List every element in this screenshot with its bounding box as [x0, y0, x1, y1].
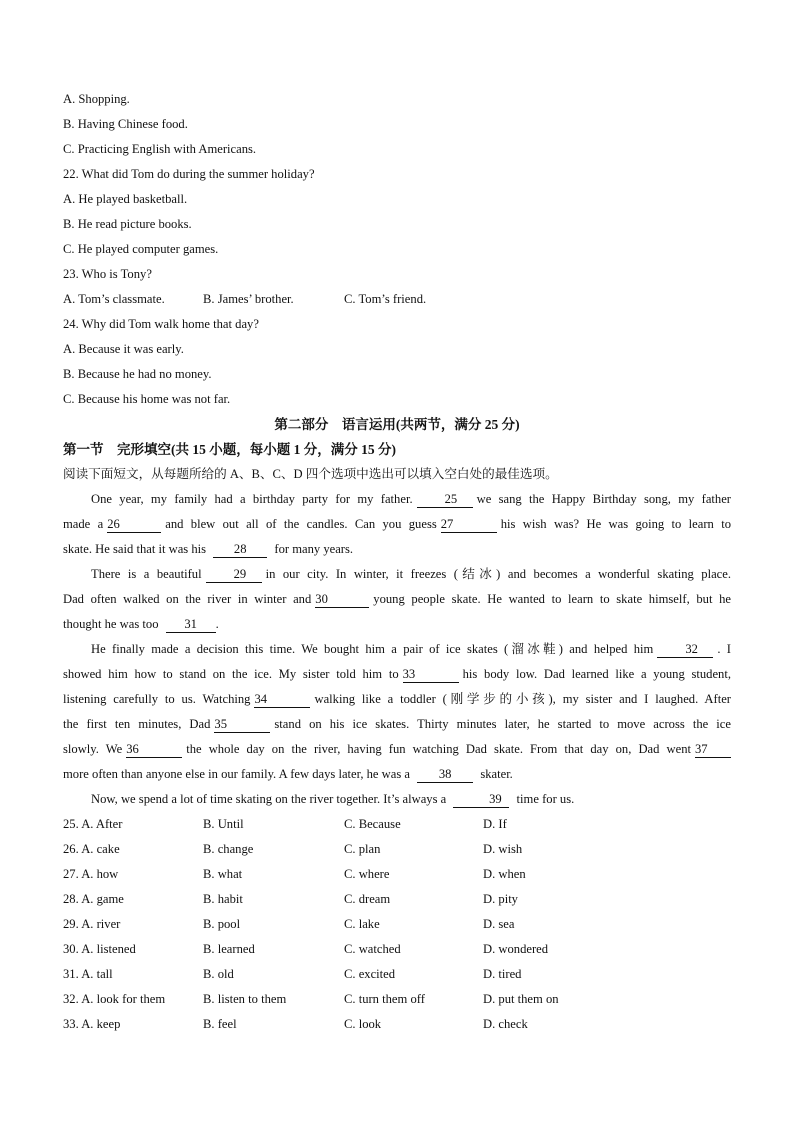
blank-39: 39: [453, 791, 509, 808]
passage-line: slowly. We 36 the whole day on the river, having fun watching Dad skate. From that day on, Dad went 37: [63, 737, 731, 762]
passage-line: thought he was too 31 .: [63, 617, 219, 631]
passage-line: listening carefully to us. Watching 34 walking like a toddler (刚学步的小孩), my sister and I laughed. After: [63, 692, 731, 706]
passage-line: more often than anyone else in our family. A few days later, he was a 38 skater.: [63, 767, 513, 781]
option: B. old: [203, 967, 234, 981]
blank-30: 30: [315, 591, 369, 608]
option: D. put them on: [483, 992, 559, 1006]
q23-option-a: A. Tom’s classmate.: [63, 292, 165, 306]
option: D. sea: [483, 917, 515, 931]
blank-34: 34: [254, 691, 310, 708]
option: D. wondered: [483, 942, 549, 956]
passage-line: He finally made a decision this time. We bought him a pair of ice skates (溜冰鞋) and helped him 32 . I: [91, 642, 731, 656]
option: B. change: [203, 842, 254, 856]
blank-25: 25: [417, 491, 473, 508]
option: D. tired: [483, 967, 522, 981]
option: B. habit: [203, 892, 243, 906]
q24-option-a: A. Because it was early.: [63, 342, 184, 356]
option: 25. A. After: [63, 817, 123, 831]
blank-37: 37: [695, 741, 731, 758]
q22-option-a: A. He played basketball.: [63, 192, 188, 206]
q21-option-b: B. Having Chinese food.: [63, 117, 188, 131]
blank-26: 26: [107, 516, 161, 533]
q24-option-c: C. Because his home was not far.: [63, 392, 231, 406]
option-row-33: [63, 1012, 731, 1037]
option: 33. A. keep: [63, 1017, 121, 1031]
option: D. wish: [483, 842, 523, 856]
option: 31. A. tall: [63, 967, 113, 981]
option: B. learned: [203, 942, 255, 956]
blank-27: 27: [441, 516, 497, 533]
blank-32: 32: [657, 641, 713, 658]
blank-38: 38: [417, 766, 473, 783]
q21-option-a: A. Shopping.: [63, 92, 130, 106]
option-row-29: [63, 912, 731, 937]
blank-36: 36: [126, 741, 182, 758]
option: C. turn them off: [344, 992, 425, 1006]
passage-line: One year, my family had a birthday party for my father. 25 we sang the Happy Birthday song, my father: [91, 492, 731, 506]
q23-question: 23. Who is Tony?: [63, 267, 152, 281]
option: C. plan: [344, 842, 381, 856]
option: 32. A. look for them: [63, 992, 166, 1006]
blank-33: 33: [403, 666, 459, 683]
option: B. what: [203, 867, 243, 881]
option: C. lake: [344, 917, 380, 931]
passage-line: Now, we spend a lot of time skating on the river together. It’s always a 39 time for us.: [91, 792, 575, 806]
option: B. feel: [203, 1017, 237, 1031]
exam-page: [63, 87, 731, 1037]
blank-29: 29: [206, 566, 262, 583]
option: C. Because: [344, 817, 401, 831]
q21-option-c: C. Practicing English with Americans.: [63, 142, 257, 156]
passage-line: skate. He said that it was his 28 for many years.: [63, 542, 354, 556]
blank-28: 28: [213, 541, 267, 558]
option: C. where: [344, 867, 390, 881]
passage-line: the first ten minutes, Dad 35 stand on his ice skates. Thirty minutes later, he started to move across the ice: [63, 717, 731, 731]
option: 26. A. cake: [63, 842, 120, 856]
section-instructions: 阅读下面短文，从每题所给的 A、B、C、D 四个选项中选出可以填入空白处的最佳选项。: [63, 467, 558, 481]
passage-line: Dad often walked on the river in winter and 30 young people skate. He wanted to learn to skate himself, but he: [63, 592, 731, 606]
option: B. Until: [203, 817, 244, 831]
passage-line: made a 26 and blew out all of the candles. Can you guess 27 his wish was? He was going to learn to: [63, 517, 731, 531]
q22-question: 22. What did Tom do during the summer holiday?: [63, 167, 315, 181]
q23-options: [63, 287, 731, 312]
option: C. look: [344, 1017, 382, 1031]
passage-line: showed him how to stand on the ice. My sister told him to 33 his body low. Dad learned like a young student,: [63, 667, 731, 681]
part-two-title: 第二部分 语言运用(共两节，满分 25 分): [274, 417, 520, 432]
option: D. when: [483, 867, 526, 881]
q24-option-b: B. Because he had no money.: [63, 367, 212, 381]
option: C. dream: [344, 892, 391, 906]
option: 30. A. listened: [63, 942, 136, 956]
q22-option-c: C. He played computer games.: [63, 242, 219, 256]
blank-35: 35: [214, 716, 270, 733]
option: C. watched: [344, 942, 401, 956]
option: 29. A. river: [63, 917, 121, 931]
q23-option-b: B. James’ brother.: [203, 292, 294, 306]
option: D. check: [483, 1017, 528, 1031]
option: C. excited: [344, 967, 396, 981]
q22-option-b: B. He read picture books.: [63, 217, 192, 231]
q23-option-c: C. Tom’s friend.: [344, 292, 427, 306]
option: D. pity: [483, 892, 518, 906]
option: B. listen to them: [203, 992, 287, 1006]
q24-question: 24. Why did Tom walk home that day?: [63, 317, 259, 331]
option-row-31: [63, 962, 731, 987]
option-row-30: [63, 937, 731, 962]
option: 28. A. game: [63, 892, 124, 906]
blank-31: 31: [166, 616, 216, 633]
option-row-26: [63, 837, 731, 862]
option-row-28: [63, 887, 731, 912]
option: D. If: [483, 817, 507, 831]
option: B. pool: [203, 917, 241, 931]
option-row-25: [63, 812, 731, 837]
option-row-32: [63, 987, 731, 1012]
option: 27. A. how: [63, 867, 119, 881]
passage-line: There is a beautiful 29 in our city. In winter, it freezes (结冰) and becomes a wonderful skating place.: [91, 567, 731, 581]
option-row-27: [63, 862, 731, 887]
section-one-title: 第一节 完形填空(共 15 小题，每小题 1 分，满分 15 分): [63, 442, 396, 457]
